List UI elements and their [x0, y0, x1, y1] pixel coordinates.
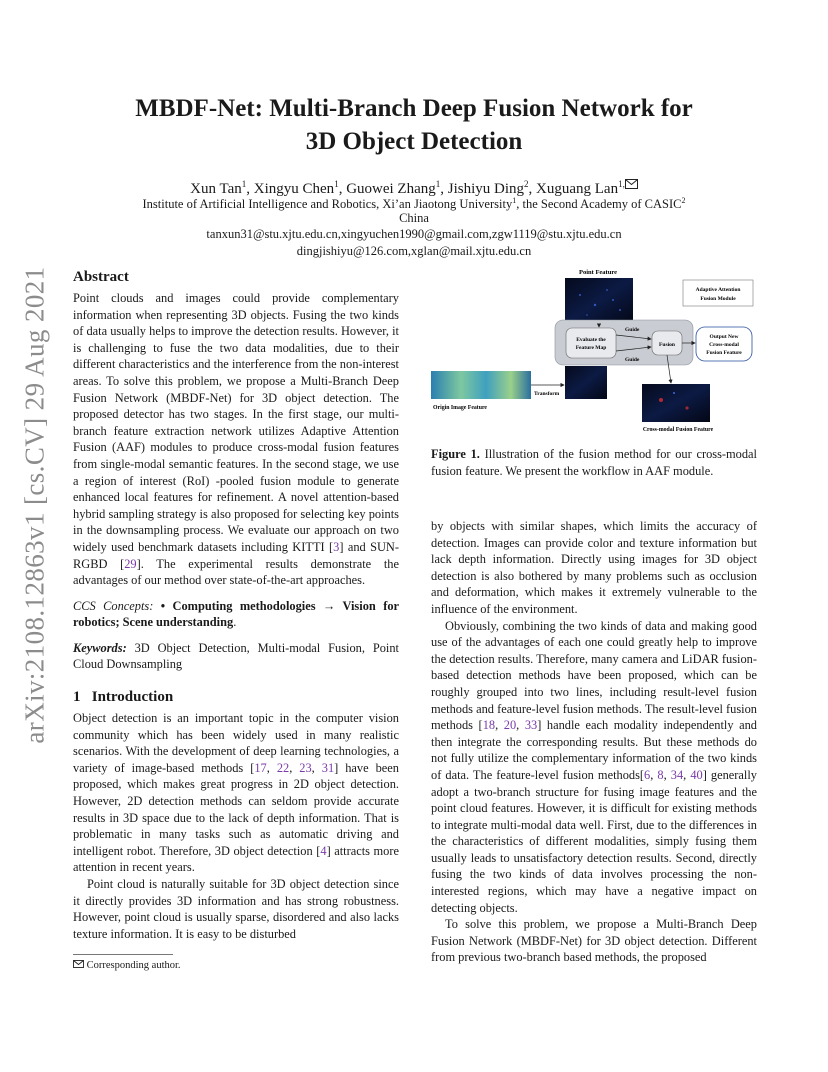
abstract-text [73, 290, 399, 589]
title-line-1: MBDF-Net: Multi-Branch Deep Fusion Network for [135, 95, 693, 122]
author-name: Jishiyu Ding [447, 181, 525, 197]
fig-label-evaluate-1: Evaluate the [576, 337, 606, 343]
emails-line-1: tanxun31@stu.xjtu.edu.cn,xingyuchen1990@gmail.com,zgw1119@stu.xjtu.edu.cn [206, 227, 622, 241]
citation-link[interactable]: 3 [333, 539, 340, 554]
citation-link[interactable]: 18 [482, 718, 496, 733]
fig-label-fusion: Fusion [659, 342, 675, 348]
ccs-concepts [73, 598, 399, 631]
citation-link[interactable]: 17 [254, 760, 267, 775]
keywords-text: 3D Object Detection, Multi-modal Fusion, Point Cloud Downsampling [73, 640, 399, 672]
citation-link[interactable]: 40 [690, 767, 703, 782]
footnote [73, 960, 181, 971]
citation-link[interactable]: 6 [644, 767, 651, 782]
author-sup: 2 [524, 179, 529, 189]
affiliation-sup: 1 [512, 196, 517, 205]
citation-link[interactable]: 33 [524, 718, 538, 733]
author-sup: 1 [334, 179, 339, 189]
ccs-label: CCS Concepts: [73, 598, 154, 613]
envelope-icon [625, 176, 638, 194]
citation-link[interactable]: 8 [657, 767, 664, 782]
author-list: Xun Tan$^1$, Xingyu Chen$^1$, Guowei Zhang$^1$, Jishiyu Ding$^2$, Xuguang Lan$^{1,}$ [0, 175, 828, 198]
citation-link[interactable]: 4 [320, 843, 327, 858]
fig-label-aaf-2: Fusion Module [700, 296, 736, 302]
author-sup: 1 [435, 179, 441, 189]
caption-text: Illustration of the fusion method for our cross-modal fusion feature. We present the workflow in AAF module. [431, 447, 758, 478]
cross-modal-feature-map [642, 384, 710, 422]
citation-link[interactable]: 23 [299, 760, 312, 775]
affiliation-main: Institute of Artificial Intelligence and Robotics, Xi’an Jiaotong University [142, 197, 513, 212]
intro-paragraph-2: Point cloud is naturally suitable for 3D object detection since it directly provides 3D information and has strong robustness. However, point cloud is usually sparse, disordered and also lacks texture information. It is easy to be disturbed [73, 877, 399, 941]
right-paragraph-3: To solve this problem, we propose a Multi-Branch Deep Fusion Network (MBDF-Net) for 3D object detection. Different from previous two-branch based methods, the proposed [431, 917, 757, 965]
fig-label-output-1: Output New [709, 334, 739, 340]
image-feature-map [565, 366, 607, 399]
right-text: ] generally adopt a two-branch structure for fusing image features and the point cloud features. However, it is difficult for existing methods to integrate multi-modal data well. First, due to the differences in the characteristics of different modalities, simply fusing them usually leads to unsatisfactory detection results. Second, directly fusing the two kinds of data involves processing the non-interested regions, which may have a negative impact on detecting objects. [431, 767, 757, 915]
fig-label-point-feature: Point Feature [579, 269, 617, 276]
abstract-part: Point clouds and images could provide complementary information when representing 3D objects. Fusing the two kinds of data usually helps to improve the detection results. However, it is challenging to fuse the two data modalities, due to their different characteristics and the interference from the non-interest areas. To solve this problem, we propose a Multi-Branch Deep Fusion Network (MBDF-Net) for 3D object detection. The proposed detector has two stages. In the first stage, our multi-branch feature extraction network utilizes Adaptive Attention Fusion (AAF) modules to produce cross-modal fusion features from single-modal semantic features. In the second stage, we use a region of interest (RoI) -pooled fusion module to generate enhanced local features for refinement. A novel attention-based hybrid sampling strategy is also proposed for selecting key points in the downsampling process. We evaluate our approach on two widely used benchmark datasets including KITTI [ [73, 291, 399, 554]
left-column [73, 268, 399, 942]
affiliation-line [0, 193, 828, 210]
affiliations [0, 193, 828, 259]
citation-link[interactable]: 22 [276, 760, 290, 775]
arxiv-id: arXiv:2108.12863v1 [cs.CV] 29 Aug 2021 [19, 266, 50, 744]
fig-label-evaluate-2: Feature Map [575, 345, 607, 351]
citation-link[interactable]: 29 [124, 556, 137, 571]
citation-link[interactable]: 31 [321, 760, 335, 775]
emails-line-2: dingjishiyu@126.com,xglan@mail.xjtu.edu.cn [296, 243, 532, 258]
title-line-2: 3D Object Detection [305, 128, 523, 155]
introduction-heading: 1 Introduction [73, 689, 174, 706]
right-text: Obviously, combining the two kinds of data and making good use of the advantages of each one could greatly help to improve the detection results. Therefore, many camera and LiDAR fusion-based detection methods have been proposed, which can be roughly grouped into two lines, including result-level fusion methods and feature-level fusion methods. The result-level fusion methods [ [431, 618, 757, 733]
affiliation-sup: 2 [681, 196, 686, 205]
footnote-rule [73, 954, 173, 955]
fig-label-output-3: Fusion Feature [706, 350, 742, 356]
citation-link[interactable]: 34 [670, 767, 684, 782]
point-feature-map [565, 278, 633, 324]
fig-label-aaf-1: Adaptive Attention [695, 287, 741, 293]
abstract-heading: Abstract [73, 269, 129, 285]
footnote-text: Corresponding author. [86, 960, 181, 971]
abstract-part: ] and SUN-RGBD [ [73, 539, 399, 571]
origin-image-feature-map [431, 371, 531, 399]
author-sup: 1, [618, 179, 625, 189]
author-sup: 1 [241, 179, 247, 189]
fig-label-guide-top: Guide [625, 327, 640, 333]
caption-label: Figure 1. [431, 447, 480, 461]
intro-paragraph-1: Object detection is an important topic in the computer vision community which has been widely used in many realistic scenarios. With the development of deep learning technologies, a variety of image-based methods [17, 22, 23, 31] have been proposed, which makes great progress in 2D object detection. However, 2D detection methods can seldom provide accurate results in 3D space due to the lack of depth information. That is problematic in many tasks such as automatic driving and intelligent robot. Therefore, 3D object detection [4] attracts more attention in recent years. [73, 711, 399, 875]
arxiv-stamp [18, 266, 52, 744]
paper-title [0, 92, 828, 158]
right-paragraph-2: Obviously, combining the two kinds of data and making good use of the advantages of each one could greatly help to improve the detection results. Therefore, many camera and LiDAR fusion-based detection methods have been proposed, which can be roughly grouped into two lines, including result-level fusion methods and feature-level fusion methods. The result-level fusion methods [18, 20, 33] handle each modality independently and then integrate the corresponding results. But these methods do not fully utilize the complementary information of the two kinds of data. The feature-level fusion methods[6, 8, 34, 40] generally adopt a two-branch structure for fusing image features and the point cloud features. However, it is difficult for existing methods to integrate multi-modal data well. First, due to the differences in the characteristics of different modalities, simply fusing them usually leads to unsatisfactory detection results. Second, directly fusing the two kinds of data involves processing the non-interested regions, which may have a negative impact on detecting objects. [431, 618, 757, 915]
fig-label-output-2: Cross-modal [709, 342, 739, 348]
fig-label-transform: Transform [534, 391, 560, 397]
figure-1 [425, 265, 760, 435]
keywords [73, 640, 399, 673]
right-paragraph-1: by objects with similar shapes, which limits the accuracy of detection. Images can provide color and texture information but lack depth information. Directly using images for 3D object detection is also bothered by many problems such as occlusion and deformation, which makes it extremely vulnerable to the influence of the environment. [431, 519, 757, 616]
aaf-module-box [683, 280, 753, 306]
abstract-part: ]. The experimental results demonstrate the advantages of our method over state-of-the-art approaches. [73, 556, 399, 588]
keywords-label: Keywords: [73, 640, 127, 655]
country: China [399, 210, 429, 225]
envelope-icon [73, 960, 84, 971]
affiliation-second: , the Second Academy of CASIC [516, 197, 682, 212]
author-name: Xun Tan [190, 181, 242, 197]
author-name: Xuguang Lan [536, 181, 619, 197]
intro-text: ] attracts more attention in recent years. [73, 843, 399, 875]
ccs-text: • Computing methodologies → Vision for robotics; Scene understanding [73, 598, 400, 630]
author-name: Xingyu Chen [253, 181, 335, 197]
figure-caption [431, 446, 757, 479]
right-text: ] handle each modality independently and then integrate the corresponding results. But these methods do not fully utilize the complementary information of the two kinds of data. The feature-level fusion methods[ [431, 718, 757, 782]
right-column [431, 518, 757, 966]
fig-label-origin: Origin Image Feature [433, 405, 487, 411]
citation-link[interactable]: 20 [503, 718, 517, 733]
author-name: Guowei Zhang [346, 181, 436, 197]
fig-label-guide-bottom: Guide [625, 357, 640, 363]
ccs-end: . [233, 615, 237, 630]
intro-text: Object detection is an important topic in the computer vision community which has been widely used in many realistic scenarios. With the development of deep learning technologies, a variety of image-based methods [ [73, 711, 399, 775]
intro-text: ] have been proposed, which makes great progress in 2D object detection. However, 2D detection methods can seldom provide accurate results in 3D space due to the lack of depth information. That is problematic in many tasks such as automatic driving and intelligent robot. Therefore, 3D object detection [ [73, 760, 399, 858]
fig-label-cross-modal: Cross-modal Fusion Feature [642, 427, 714, 433]
evaluate-box [566, 328, 616, 358]
